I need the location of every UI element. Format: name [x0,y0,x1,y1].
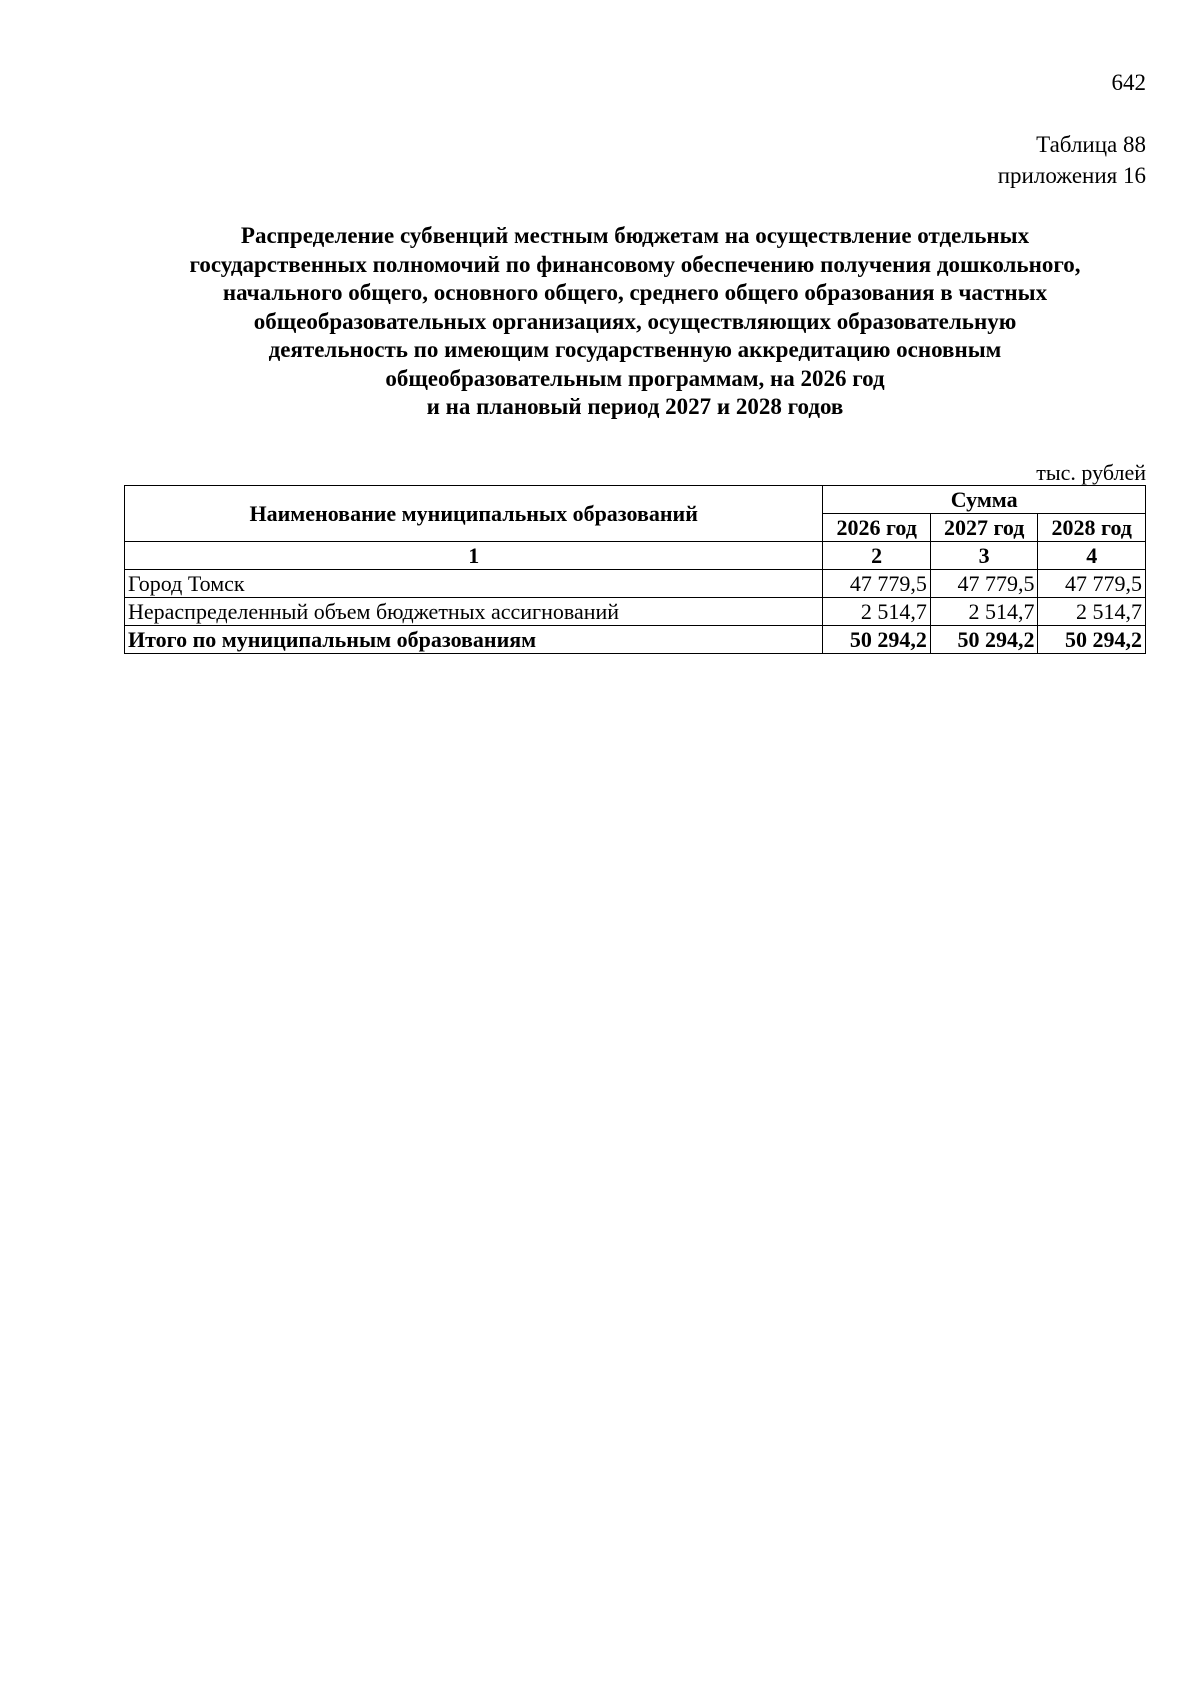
column-number-row [125,542,1146,570]
title-line: государственных полномочий по финансовому обеспечению получения дошкольного, [189,251,1081,277]
appendix-number: приложения 16 [997,163,1146,188]
row-name: Нераспределенный объем бюджетных ассигнований [125,598,823,626]
table-reference [998,129,1146,191]
total-value: 50 294,2 [823,626,931,654]
header-name: Наименование муниципальных образований [125,486,823,542]
row-value: 2 514,7 [930,598,1038,626]
header-year: 2027 год [930,514,1038,542]
title-line: Распределение субвенций местным бюджетам на осуществление отдельных [240,223,1030,248]
header-year: 2028 год [1038,514,1146,542]
table-row [125,598,1146,626]
header-sum: Сумма [823,486,1146,514]
subvention-table [124,485,1146,654]
column-number: 2 [823,542,931,570]
title-line: общеобразовательных организациях, осуществляющих образовательную [253,308,1017,334]
row-value: 47 779,5 [823,570,931,598]
document-title [100,222,1170,422]
title-line: общеобразовательным программам, на 2026 год [385,365,885,391]
row-value: 47 779,5 [1038,570,1146,598]
table-number: Таблица 88 [1036,132,1146,157]
column-number: 4 [1038,542,1146,570]
row-name: Город Томск [125,570,823,598]
page-number: 642 [1111,70,1146,95]
header-row [125,486,1146,514]
total-value: 50 294,2 [930,626,1038,654]
row-value: 2 514,7 [823,598,931,626]
row-value: 47 779,5 [930,570,1038,598]
header-year: 2026 год [823,514,931,542]
title-line: и на плановый период 2027 и 2028 годов [426,394,844,419]
units-label: тыс. рублей [1036,460,1146,485]
total-name: Итого по муниципальным образованиям [125,626,823,654]
title-line: начального общего, основного общего, среднего общего образования в частных [222,280,1048,305]
table-row [125,570,1146,598]
total-value: 50 294,2 [1038,626,1146,654]
column-number: 1 [125,542,823,570]
row-value: 2 514,7 [1038,598,1146,626]
title-line: деятельность по имеющим государственную аккредитацию основным [268,337,1002,362]
total-row [125,626,1146,654]
column-number: 3 [930,542,1038,570]
